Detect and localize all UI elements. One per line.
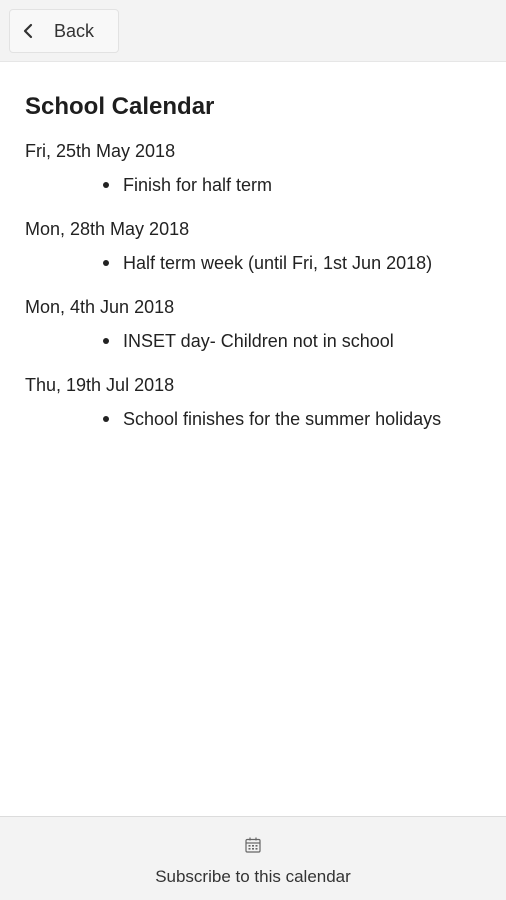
event-list xyxy=(25,174,485,196)
top-bar xyxy=(0,0,506,62)
event-text: School finishes for the summer holidays xyxy=(123,409,442,429)
event-item xyxy=(25,174,485,196)
bullet-icon xyxy=(103,416,109,422)
calendar-entry xyxy=(25,296,485,352)
subscribe-label: Subscribe to this calendar xyxy=(155,867,351,886)
event-text: Half term week (until Fri, 1st Jun 2018) xyxy=(123,253,433,273)
event-item xyxy=(25,330,485,352)
bullet-icon xyxy=(103,338,109,344)
calendar-entry xyxy=(25,140,485,196)
entry-date: Fri, 25th May 2018 xyxy=(25,141,176,161)
event-text: INSET day- Children not in school xyxy=(123,331,394,351)
entry-date: Mon, 28th May 2018 xyxy=(25,219,190,239)
event-list xyxy=(25,330,485,352)
event-item xyxy=(25,252,485,274)
entry-date: Mon, 4th Jun 2018 xyxy=(25,297,175,317)
calendar-entry xyxy=(25,218,485,274)
subscribe-button[interactable] xyxy=(0,816,506,900)
back-button-label: Back xyxy=(54,20,95,41)
calendar-icon xyxy=(244,836,262,854)
page-title: School Calendar xyxy=(25,93,215,120)
event-text: Finish for half term xyxy=(123,175,273,195)
chevron-left-icon xyxy=(22,22,52,40)
calendar-content xyxy=(25,92,485,452)
event-item xyxy=(25,408,485,430)
entry-date: Thu, 19th Jul 2018 xyxy=(25,375,175,395)
bullet-icon xyxy=(103,260,109,266)
back-button[interactable] xyxy=(9,9,119,53)
bullet-icon xyxy=(103,182,109,188)
event-list xyxy=(25,252,485,274)
calendar-entry xyxy=(25,374,485,430)
event-list xyxy=(25,408,485,430)
